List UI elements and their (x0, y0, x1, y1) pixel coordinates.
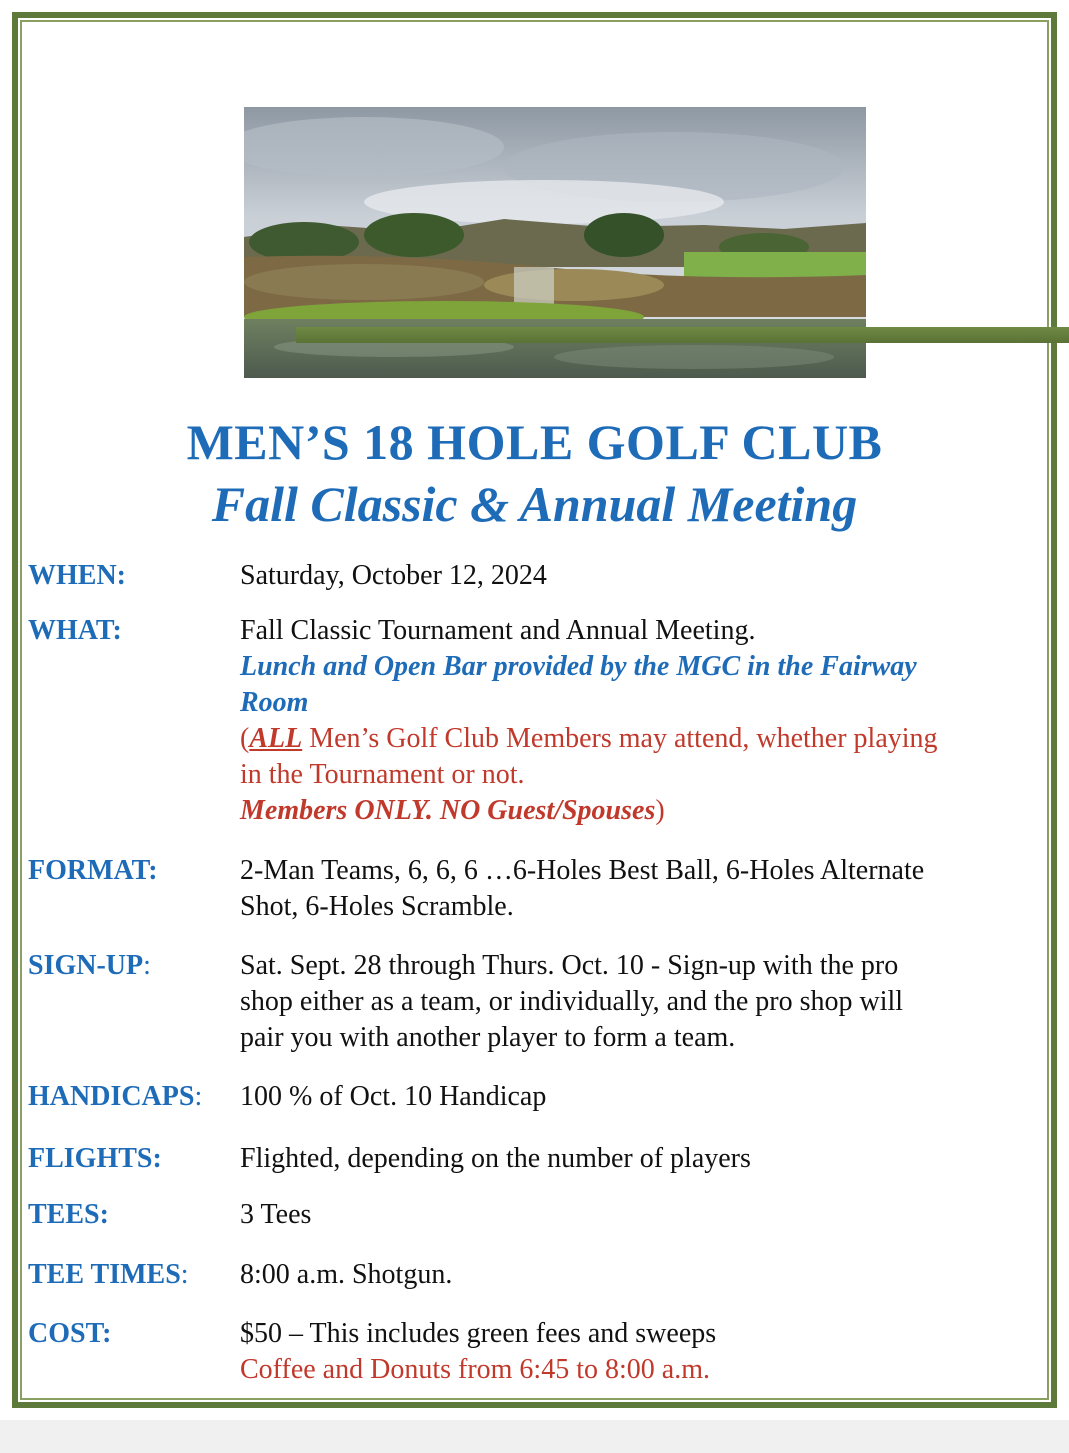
signup-value: Sat. Sept. 28 through Thurs. Oct. 10 - Sign-up with the pro shop either as a team, or individually, and the pro shop will pair you with another player to form a team. (240, 950, 904, 1053)
handicaps-label: HANDICAPS: (28, 1081, 203, 1112)
tee-times-label: TEE TIMES: (28, 1259, 189, 1290)
tee-times-value: 8:00 a.m. Shotgun. (240, 1259, 453, 1290)
page-bottom-bar (0, 1420, 1069, 1453)
what-line-2: Lunch and Open Bar provided by the MGC in the Fairway (240, 651, 917, 682)
tees-value: 3 Tees (240, 1199, 312, 1230)
cost-value: $50 – This includes green fees and sweeps Coffee and Donuts from 6:45 to 8:00 a.m. (240, 1318, 717, 1385)
decorative-stripe (296, 327, 1069, 343)
when-value: Saturday, October 12, 2024 (240, 560, 547, 591)
what-label: WHAT: (28, 615, 122, 646)
tees-label: TEES: (28, 1199, 109, 1230)
format-label: FORMAT: (28, 855, 158, 886)
all-emphasis: ALL (249, 723, 303, 754)
when-label: WHEN: (28, 560, 126, 591)
flyer-title: MEN’S 18 HOLE GOLF CLUB (186, 414, 883, 470)
what-line-6: Members ONLY. NO Guest/Spouses) (240, 795, 665, 826)
what-line-4: (ALL Men’s Golf Club Members may attend, whether playing (240, 723, 938, 754)
cost-label: COST: (28, 1318, 112, 1349)
what-line-1: Fall Classic Tournament and Annual Meeting. (240, 615, 756, 646)
what-line-5: in the Tournament or not. (240, 759, 525, 790)
format-value: 2-Man Teams, 6, 6, 6 …6-Holes Best Ball, 6-Holes Alternate Shot, 6-Holes Scramble. (240, 855, 925, 922)
signup-label: SIGN-UP: (28, 950, 151, 981)
flights-label: FLIGHTS: (28, 1143, 162, 1174)
what-line-3: Room (240, 687, 309, 718)
handicaps-value: 100 % of Oct. 10 Handicap (240, 1081, 547, 1112)
flights-value: Flighted, depending on the number of players (240, 1143, 751, 1174)
what-value (240, 613, 1040, 829)
flyer-subtitle: Fall Classic & Annual Meeting (211, 476, 858, 532)
